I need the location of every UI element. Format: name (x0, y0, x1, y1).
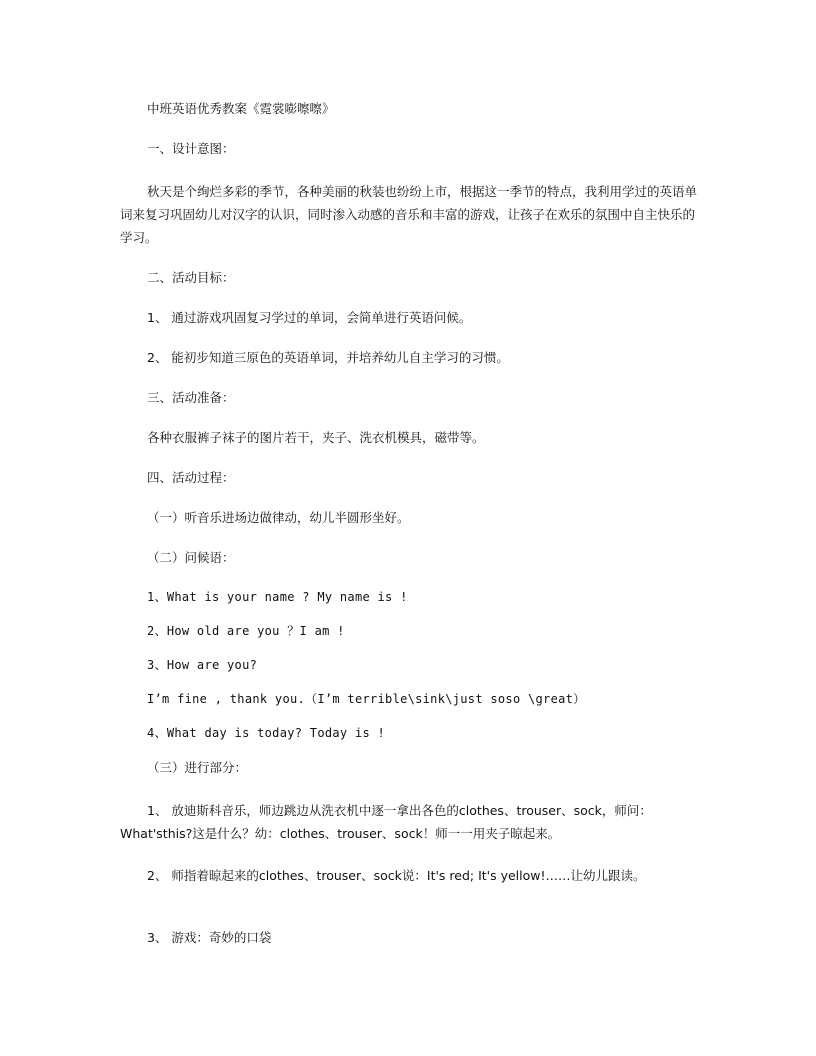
greeting-line-3: 3、How are you? (147, 658, 258, 672)
preparation-text: 各种衣服裤子袜子的图片若干，夹子、洗衣机模具，磁带等。 (147, 430, 485, 445)
process-step-2: （二）问候语： (147, 550, 235, 565)
process-step-3: （三）进行部分： (147, 760, 248, 775)
goal-item-1: 1、 通过游戏巩固复习学过的单词，会简单进行英语问候。 (147, 310, 472, 325)
activity-part-1: 1、 放迪斯科音乐，师边跳边从洗衣机中逐一拿出各色的clothes、trouser、sock，师问：What'sthis?这是什么？幼：clothes、trouser、sock！师一一用夹子晾起来。 (120, 803, 652, 841)
process-step-1: （一）听音乐进场边做律动，幼儿半圆形坐好。 (147, 510, 410, 525)
greeting-line-3-answer: I’m fine , thank you.（I’m terrible\sink\just soso \great） (147, 692, 586, 706)
design-intent-paragraph: 秋天是个绚烂多彩的季节，各种美丽的秋装也纷纷上市，根据这一季节的特点，我利用学过的英语单词来复习巩固幼儿对汉字的认识，同时渗入动感的音乐和丰富的游戏，让孩子在欢乐的氛围中自主快乐的学习。 (120, 184, 698, 245)
activity-part-3: 3、 游戏：奇妙的口袋 (147, 930, 272, 945)
section-heading-process: 四、活动过程： (147, 470, 235, 485)
greeting-line-1: 1、What is your name ? My name is ! (147, 590, 408, 604)
activity-part-2: 2、 师指着晾起来的clothes、trouser、sock说：It's red; It's yellow!……让幼儿跟读。 (147, 868, 646, 883)
section-heading-goals: 二、活动目标： (147, 270, 235, 285)
document-title: 中班英语优秀教案《霓裳嘭嚓嚓》 (147, 101, 335, 116)
greeting-line-2: 2、How old are you ？I am ! (147, 624, 345, 638)
section-heading-preparation: 三、活动准备： (147, 390, 235, 405)
goal-item-2: 2、 能初步知道三原色的英语单词，并培养幼儿自主学习的习惯。 (147, 350, 509, 365)
greeting-line-4: 4、What day is today? Today is ! (147, 726, 386, 740)
section-heading-design-intent: 一、设计意图： (147, 141, 235, 156)
